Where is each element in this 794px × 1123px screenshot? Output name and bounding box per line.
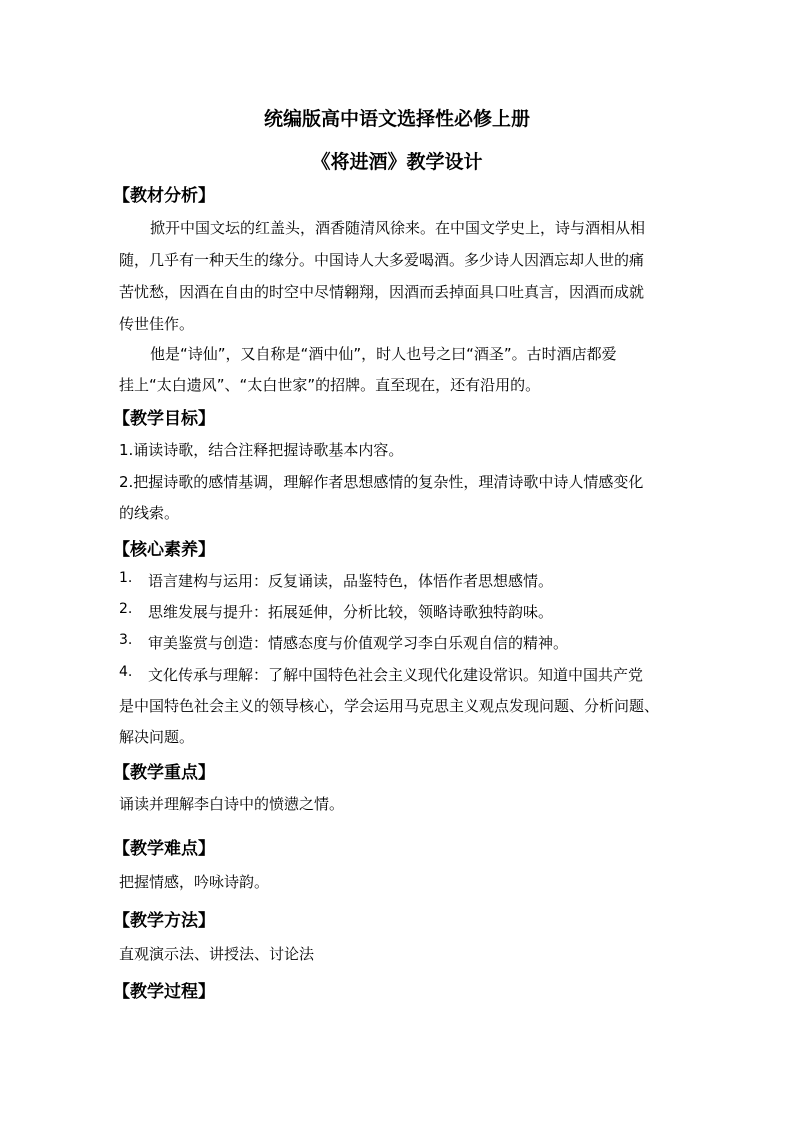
core-item3-number: 3. (119, 632, 133, 648)
goals-line1: 1.诵读诗歌，结合注释把握诗歌基本内容。 (119, 441, 404, 459)
section-heading-goals: 【教学目标】 (113, 409, 215, 429)
method-text: 直观演示法、讲授法、讨论法 (119, 945, 315, 963)
core-item4-cont-line1: 是中国特色社会主义的领导核心，学会运用马克思主义观点发现问题、分析问题、 (119, 697, 660, 715)
core-item1-text: 语言建构与运用：反复诵读，品鉴特色，体悟作者思想感情。 (148, 572, 554, 590)
core-item2-number: 2. (119, 601, 133, 617)
analysis-p2-line1: 他是“诗仙”，又自称是“酒中仙”，时人也号之曰“酒圣”。古时酒店都爱 (150, 345, 617, 363)
core-item4-cont-line2: 解决问题。 (119, 728, 195, 746)
analysis-p2-line2: 挂上“太白遗风”、“太白世家”的招牌。直至现在，还有沿用的。 (119, 376, 541, 394)
core-item4-text: 文化传承与理解：了解中国特色社会主义现代化建设常识。知道中国共产党 (148, 666, 644, 684)
analysis-p1-line1: 掀开中国文坛的红盖头，酒香随清风徐来。在中国文学史上，诗与酒相从相 (150, 219, 646, 237)
document-title-line1: 统编版高中语文选择性必修上册 (263, 108, 530, 130)
difficult-text: 把握情感，吟咏诗韵。 (119, 873, 270, 891)
analysis-p1-line2: 随，几乎有一种天生的缘分。中国诗人大多爱喝酒。多少诗人因酒忘却人世的痛 (119, 251, 645, 269)
document-title-line2: 《将进酒》教学设计 (311, 151, 483, 173)
core-item2-text: 思维发展与提升：拓展延伸，分析比较，领略诗歌独特韵味。 (148, 603, 554, 621)
core-item4-number: 4. (119, 664, 133, 680)
section-heading-core: 【核心素养】 (113, 540, 215, 560)
section-heading-analysis: 【教材分析】 (113, 186, 215, 206)
analysis-p1-line3: 苦忧愁，因酒在自由的时空中尽情翱翔，因酒而丢掉面具口吐真言，因酒而成就 (119, 283, 645, 301)
analysis-p1-line4: 传世佳作。 (119, 315, 195, 333)
core-item3-text: 审美鉴赏与创造：情感态度与价值观学习李白乐观自信的精神。 (148, 634, 569, 652)
section-heading-key: 【教学重点】 (113, 763, 215, 783)
section-heading-difficult: 【教学难点】 (113, 839, 215, 859)
goals-line3: 的线索。 (119, 504, 180, 522)
core-item1-number: 1. (119, 570, 133, 586)
section-heading-method: 【教学方法】 (113, 911, 215, 931)
section-heading-process: 【教学过程】 (113, 982, 215, 1002)
goals-line2: 2.把握诗歌的感情基调，理解作者思想感情的复杂性，理清诗歌中诗人情感变化 (119, 473, 644, 491)
key-text: 诵读并理解李白诗中的愤懑之情。 (119, 795, 345, 813)
